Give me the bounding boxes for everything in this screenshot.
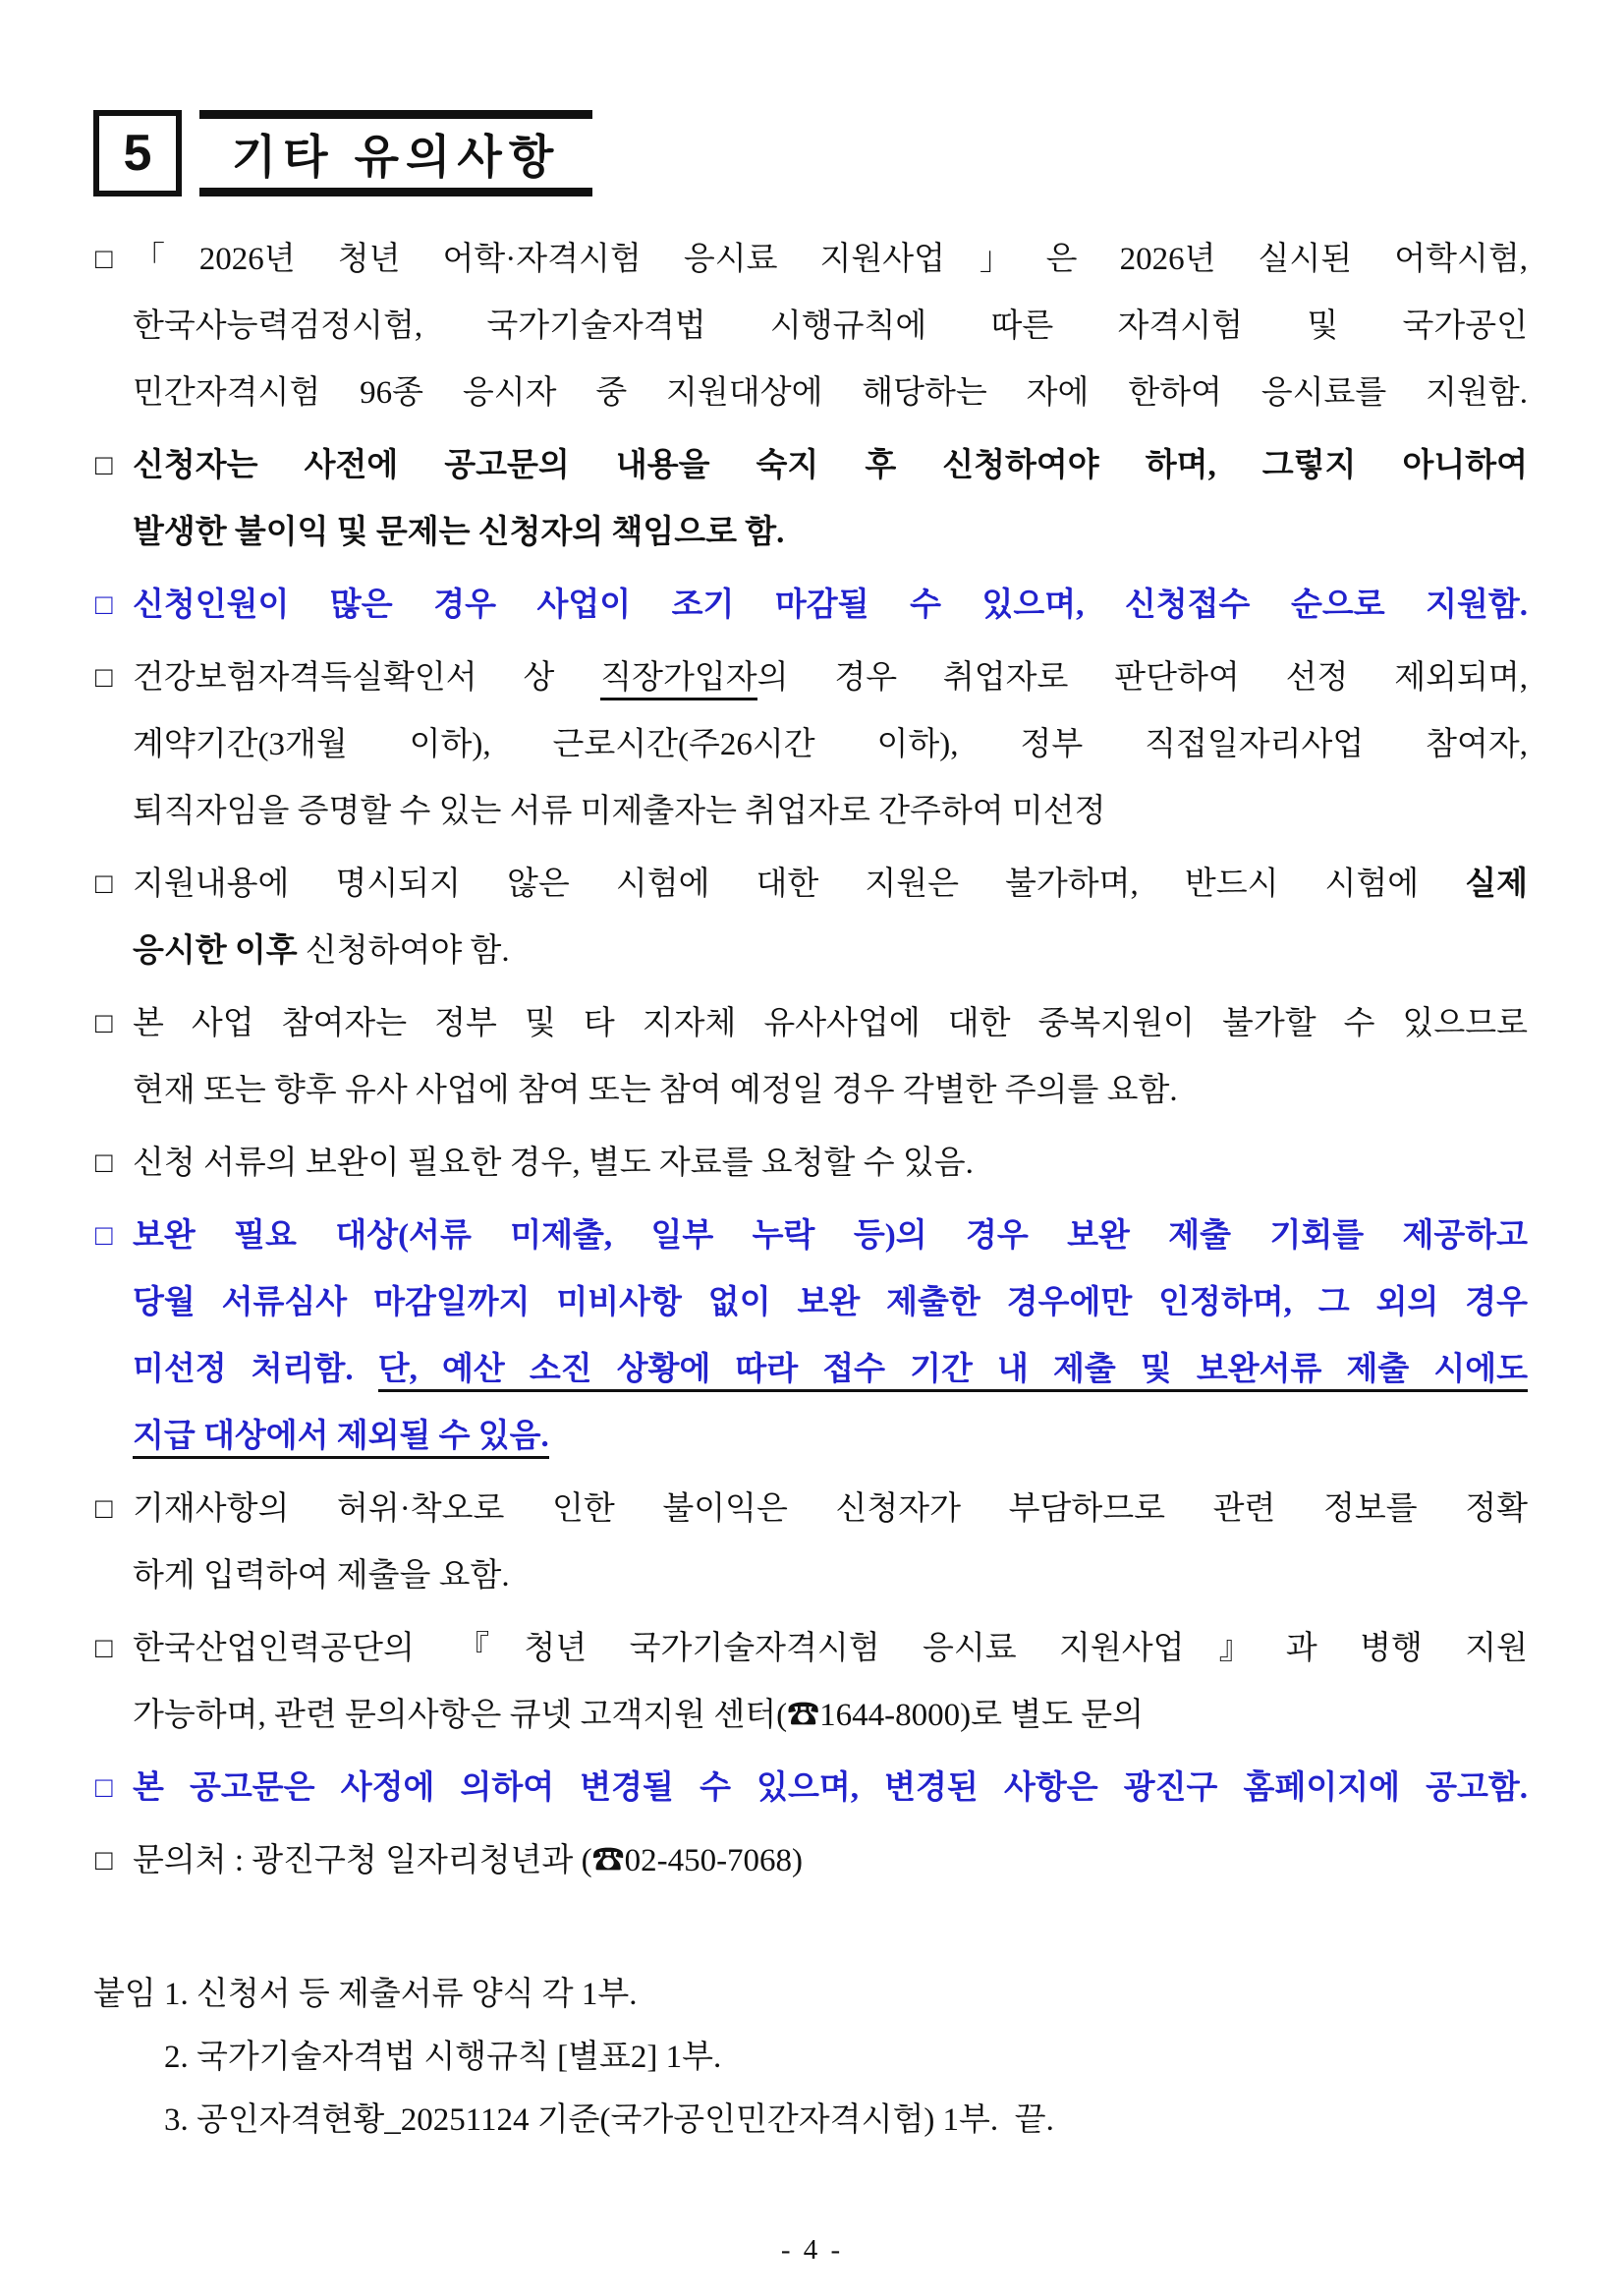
section-number-box bbox=[93, 110, 182, 196]
notice-item bbox=[93, 226, 1528, 426]
notice-line bbox=[133, 226, 1528, 293]
notice-item bbox=[93, 1203, 1528, 1470]
text-segment: 본 사업 참여자는 정부 및 타 지자체 유사사업에 대한 중복지원이 불가할 수 있으므로 bbox=[133, 1006, 1528, 1041]
text-segment: 하게 입력하여 제출을 요함. bbox=[133, 1558, 510, 1594]
text-segment: 미선정 처리함. bbox=[133, 1352, 378, 1387]
notice-item bbox=[93, 990, 1528, 1124]
text-segment: 지원내용에 명시되지 않은 시험에 대한 지원은 불가하며, 반드시 시험에 bbox=[133, 867, 1466, 902]
text-segment: 본 공고문은 사정에 의하여 변경될 수 있으며, 변경된 사항은 광진구 홈페이지에 공고함. bbox=[133, 1770, 1528, 1806]
notice-line bbox=[133, 918, 1528, 984]
bullet-square-icon: □ bbox=[95, 450, 113, 481]
attachment-text: 3. 공인자격현황_20251124 기준(국가공인민간자격시험) 1부. 끝. bbox=[164, 2102, 1054, 2138]
notice-line bbox=[133, 990, 1528, 1057]
attachment-text: 2. 국가기술자격법 시행규칙 [별표2] 1부. bbox=[164, 2040, 722, 2075]
text-segment: 민간자격시험 96종 응시자 중 지원대상에 해당하는 자에 한하여 응시료를 지원함. bbox=[133, 375, 1528, 411]
notice-line bbox=[133, 293, 1528, 360]
text-segment: 한국산업인력공단의 『청년 국가기술자격시험 응시료 지원사업』과 병행 지원 bbox=[133, 1631, 1528, 1666]
bullet-square-icon: □ bbox=[95, 244, 113, 275]
notice-line bbox=[133, 1755, 1528, 1821]
notice-item bbox=[93, 1615, 1528, 1749]
bullet-square-icon: □ bbox=[95, 1772, 113, 1804]
text-segment: 신청하여야 함. bbox=[297, 933, 510, 969]
text-segment: 응시한 이후 bbox=[133, 933, 298, 969]
notice-item bbox=[93, 1130, 1528, 1197]
text-segment: 한국사능력검정시험, 국가기술자격법 시행규칙에 따른 자격시험 및 국가공인 bbox=[133, 308, 1528, 344]
attachment-text: 1. 신청서 등 제출서류 양식 각 1부. bbox=[164, 1977, 638, 2012]
notice-item bbox=[93, 1755, 1528, 1821]
notice-item bbox=[93, 1476, 1528, 1609]
notice-line bbox=[133, 851, 1528, 918]
section-title-bar bbox=[199, 110, 592, 196]
notice-line bbox=[133, 1476, 1528, 1542]
section-header bbox=[93, 110, 1528, 196]
notice-line bbox=[133, 1269, 1528, 1336]
notice-line bbox=[133, 711, 1528, 778]
bullet-square-icon: □ bbox=[95, 868, 113, 900]
text-segment: 02-450-7068) bbox=[624, 1843, 804, 1878]
text-segment: 계약기간(3개월 이하), 근로시간(주26시간 이하), 정부 직접일자리사업 참여자, bbox=[133, 727, 1528, 762]
notice-line bbox=[133, 1203, 1528, 1269]
bullet-square-icon: □ bbox=[95, 662, 113, 694]
notice-line bbox=[133, 499, 1528, 566]
notice-line bbox=[133, 1336, 1528, 1403]
page-number: - 4 - bbox=[780, 2234, 844, 2266]
notice-item bbox=[93, 1827, 1528, 1894]
notice-line bbox=[133, 1130, 1528, 1197]
text-segment: 기재사항의 허위·착오로 인한 불이익은 신청자가 부담하므로 관련 정보를 정확 bbox=[133, 1491, 1528, 1527]
text-segment: 건강보험자격득실확인서 상 bbox=[133, 660, 601, 696]
bullet-square-icon: □ bbox=[95, 1148, 113, 1179]
notice-line bbox=[133, 778, 1528, 845]
notice-line bbox=[133, 1615, 1528, 1682]
text-segment: 실제 bbox=[1465, 867, 1528, 902]
text-segment: 문의처 : 광진구청 일자리청년과 ( bbox=[133, 1843, 592, 1878]
bullet-square-icon: □ bbox=[95, 1845, 113, 1876]
text-segment: 보완 필요 대상(서류 미제출, 일부 누락 등)의 경우 보완 제출 기회를 제공하고 bbox=[133, 1218, 1528, 1254]
text-segment: 당월 서류심사 마감일까지 미비사항 없이 보완 제출한 경우에만 인정하며, 그 외의 경우 bbox=[133, 1285, 1528, 1320]
attachment-item bbox=[93, 2026, 1528, 2089]
phone-icon: ☎ bbox=[787, 1698, 820, 1733]
attachment-item bbox=[93, 2089, 1528, 2152]
notice-line bbox=[133, 1682, 1528, 1749]
bullet-square-icon: □ bbox=[95, 1633, 113, 1664]
notice-line bbox=[133, 572, 1528, 639]
attachment-label: 붙임 bbox=[93, 1977, 156, 2012]
notice-line bbox=[133, 1542, 1528, 1609]
text-segment: 「2026년 청년 어학·자격시험 응시료 지원사업」은 2026년 실시된 어학시험, bbox=[133, 242, 1528, 277]
bullet-square-icon: □ bbox=[95, 1008, 113, 1039]
text-segment: 지급 대상에서 제외될 수 있음. bbox=[133, 1419, 549, 1459]
notice-line bbox=[133, 1057, 1528, 1124]
section-number: 5 bbox=[123, 125, 152, 182]
text-segment: 현재 또는 향후 유사 사업에 참여 또는 참여 예정일 경우 각별한 주의를 요함. bbox=[133, 1073, 1178, 1108]
notice-item bbox=[93, 572, 1528, 639]
notice-line bbox=[133, 644, 1528, 711]
notice-line bbox=[133, 360, 1528, 426]
text-segment: 의 경우 취업자로 판단하여 선정 제외되며, bbox=[756, 660, 1528, 696]
page-title: 기타 유의사항 bbox=[231, 130, 561, 183]
notice-line bbox=[133, 1827, 1528, 1894]
phone-icon: ☎ bbox=[591, 1843, 625, 1878]
notice-item bbox=[93, 851, 1528, 984]
notice-item bbox=[93, 644, 1528, 845]
notice-line bbox=[133, 432, 1528, 499]
text-segment: 가능하며, 관련 문의사항은 큐넷 고객지원 센터( bbox=[133, 1698, 788, 1733]
bullet-square-icon: □ bbox=[95, 589, 113, 621]
notice-item bbox=[93, 432, 1528, 566]
text-segment: 신청인원이 많은 경우 사업이 조기 마감될 수 있으며, 신청접수 순으로 지원함. bbox=[133, 588, 1528, 623]
text-segment: 신청자는 사전에 공고문의 내용을 숙지 후 신청하여야 하며, 그렇지 아니하여 bbox=[133, 448, 1528, 483]
bullet-square-icon: □ bbox=[95, 1493, 113, 1525]
attachment-list bbox=[93, 1963, 1528, 2152]
bullet-square-icon: □ bbox=[95, 1220, 113, 1252]
text-segment: 발생한 불이익 및 문제는 신청자의 책임으로 함. bbox=[133, 515, 785, 550]
attachment-item bbox=[93, 1963, 1528, 2026]
text-segment: 신청 서류의 보완이 필요한 경우, 별도 자료를 요청할 수 있음. bbox=[133, 1146, 974, 1181]
text-segment: 직장가입자 bbox=[600, 660, 756, 700]
notice-list bbox=[93, 226, 1528, 1894]
notice-line bbox=[133, 1403, 1528, 1470]
text-segment: 1644-8000)로 별도 문의 bbox=[819, 1698, 1145, 1733]
text-segment: 퇴직자임을 증명할 수 있는 서류 미제출자는 취업자로 간주하여 미선정 bbox=[133, 794, 1106, 829]
text-segment: 단, 예산 소진 상황에 따라 접수 기간 내 제출 및 보완서류 제출 시에도 bbox=[378, 1352, 1528, 1392]
